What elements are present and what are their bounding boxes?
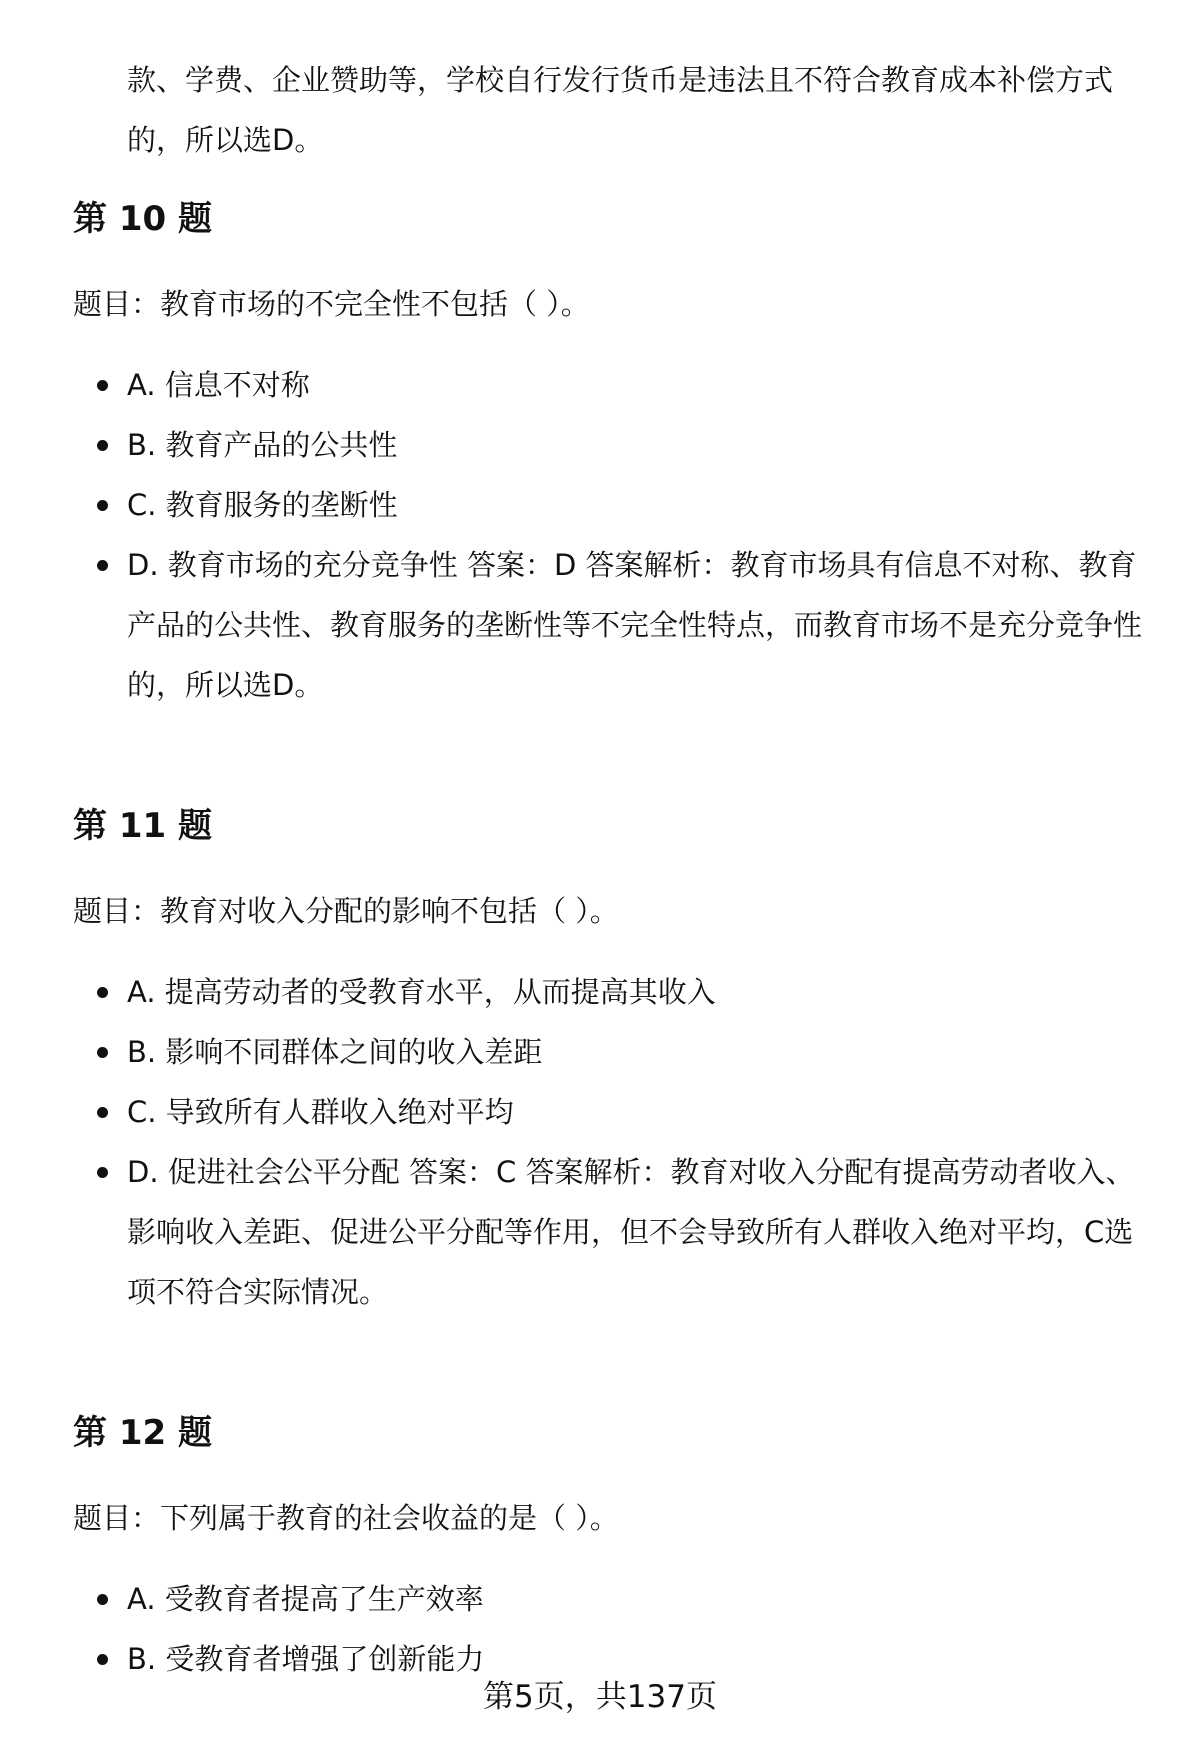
question-11-options xyxy=(127,962,1147,1322)
continuation-paragraph: 款、学费、企业赞助等，学校自行发行货币是违法且不符合教育成本补偿方式的，所以选D。 xyxy=(127,63,1114,157)
bullet-icon xyxy=(97,560,108,571)
question-10-heading: 第 10 题 xyxy=(73,199,212,239)
question-10-option-c: C. 教育服务的垄断性 xyxy=(127,475,1147,535)
bullet-icon xyxy=(97,1654,108,1665)
question-12-heading: 第 12 题 xyxy=(73,1413,212,1453)
question-10-option-a: A. 信息不对称 xyxy=(127,355,1147,415)
bullet-icon xyxy=(97,380,108,391)
question-11-option-c: C. 导致所有人群收入绝对平均 xyxy=(127,1082,1147,1142)
bullet-icon xyxy=(97,500,108,511)
bullet-icon xyxy=(97,1107,108,1118)
question-12-options xyxy=(127,1569,1147,1689)
question-11-option-a: A. 提高劳动者的受教育水平，从而提高其收入 xyxy=(127,962,1147,1022)
bullet-icon xyxy=(97,987,108,998)
bullet-icon xyxy=(97,440,108,451)
question-10-option-d: D. 教育市场的充分竞争性 答案：D 答案解析：教育市场具有信息不对称、教育产品的公共性、教育服务的垄断性等不完全性特点，而教育市场不是充分竞争性的，所以选D。 xyxy=(127,535,1147,715)
question-12-option-a: A. 受教育者提高了生产效率 xyxy=(127,1569,1147,1629)
bullet-icon xyxy=(97,1594,108,1605)
question-10-option-b: B. 教育产品的公共性 xyxy=(127,415,1147,475)
question-10-text: 题目：教育市场的不完全性不包括（ ）。 xyxy=(73,287,590,321)
question-12-text: 题目：下列属于教育的社会收益的是（ ）。 xyxy=(73,1501,619,1535)
question-11-text: 题目：教育对收入分配的影响不包括（ ）。 xyxy=(73,894,619,928)
question-12-option-b: B. 受教育者增强了创新能力 xyxy=(127,1629,1147,1689)
question-11-option-b: B. 影响不同群体之间的收入差距 xyxy=(127,1022,1147,1082)
question-11-option-d: D. 促进社会公平分配 答案：C 答案解析：教育对收入分配有提高劳动者收入、影响收入差距、促进公平分配等作用，但不会导致所有人群收入绝对平均，C选项不符合实际情况。 xyxy=(127,1142,1147,1322)
question-11-heading: 第 11 题 xyxy=(73,806,212,846)
bullet-icon xyxy=(97,1047,108,1058)
page-number-footer: 第5页，共137页 xyxy=(483,1679,717,1715)
bullet-icon xyxy=(97,1167,108,1178)
question-10-options xyxy=(127,355,1147,715)
